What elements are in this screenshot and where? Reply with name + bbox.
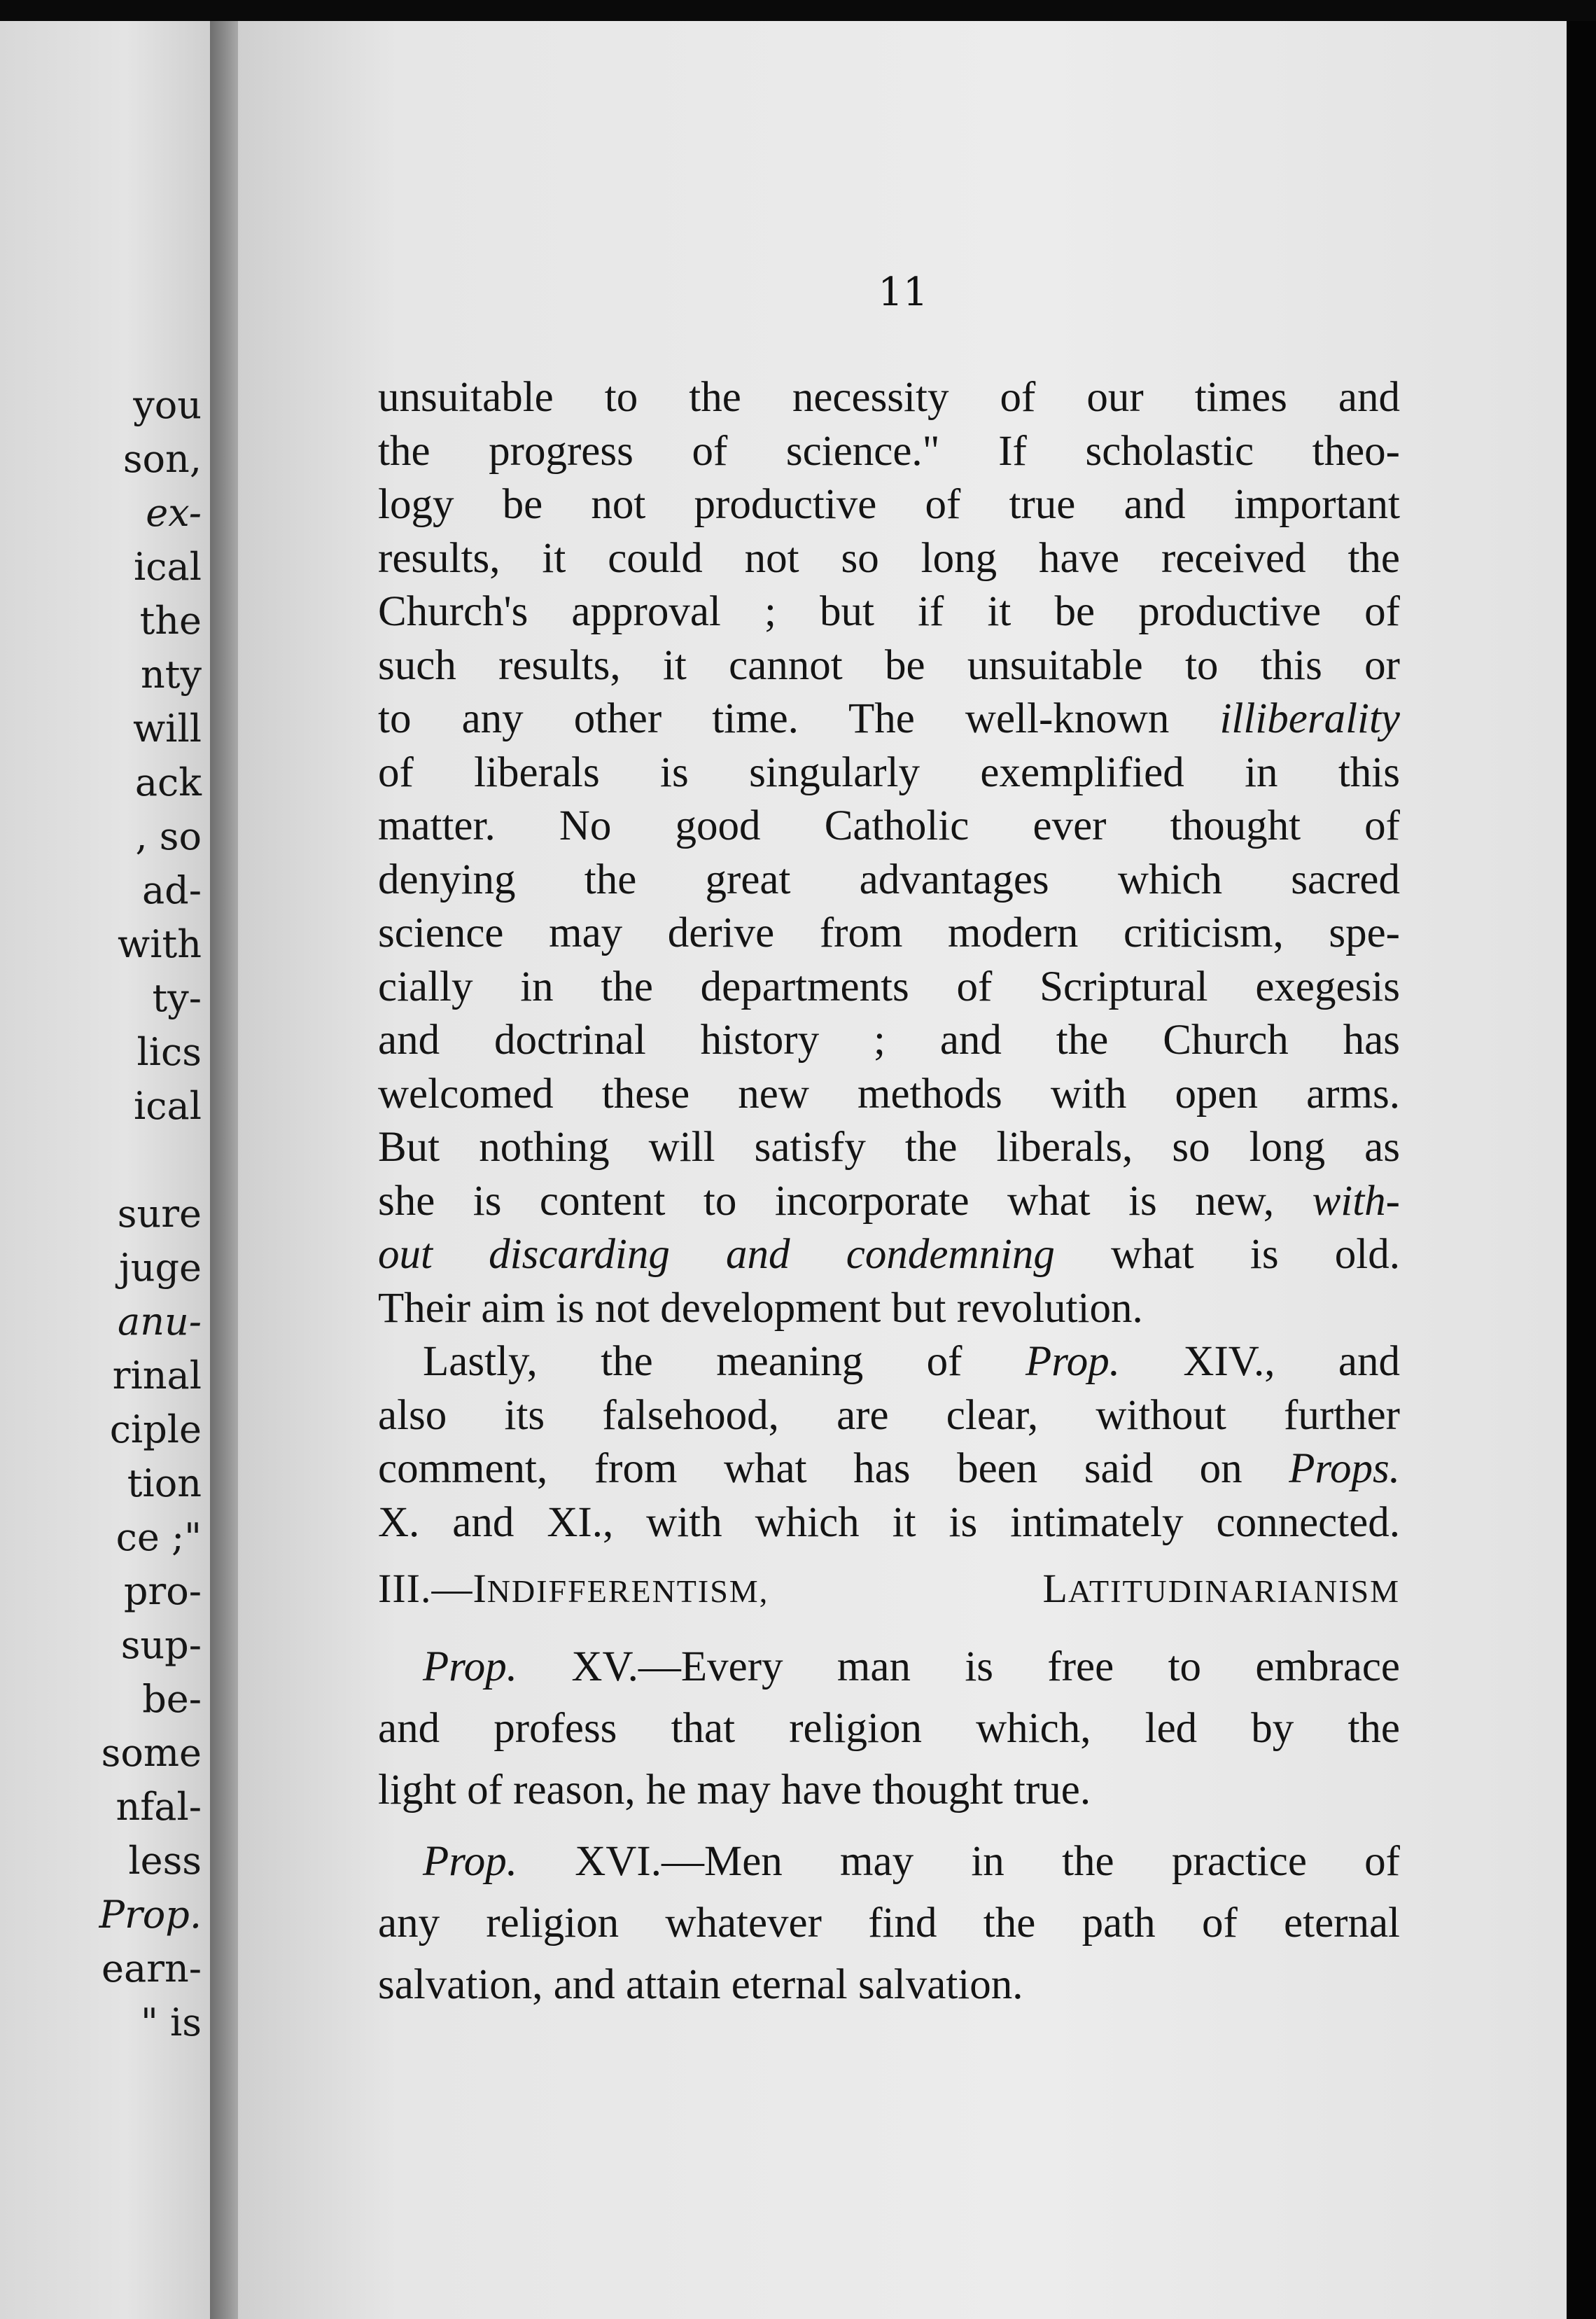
previous-page-fragment: sure	[117, 1192, 202, 1236]
text-span: what is old.	[1054, 1231, 1400, 1278]
prop-label: Prop.	[423, 1838, 517, 1885]
text-line: also its falsehood, are clear, without further	[378, 1391, 1400, 1439]
heading-numeral: III.—	[378, 1566, 473, 1611]
text-span: comment, from what has been said on	[378, 1445, 1289, 1492]
previous-page-fragment: nfal-	[115, 1785, 202, 1829]
text-line: Church's approval ; but if it be productive of	[378, 588, 1400, 635]
previous-page-fragment: ce ;"	[115, 1515, 202, 1559]
text-line: welcomed these new methods with open arms.	[378, 1070, 1400, 1117]
previous-page-fragment: ad-	[141, 868, 202, 912]
text-line: of liberals is singularly exemplified in this	[378, 748, 1400, 796]
previous-page-fragment: anu-	[118, 1300, 202, 1344]
text-line: X. and XI., with which it is intimately connected.	[378, 1498, 1400, 1546]
previous-page-fragment: less	[128, 1839, 202, 1883]
text-line: and profess that religion which, led by the	[378, 1705, 1400, 1752]
text-line: unsuitable to the necessity of our times and	[378, 374, 1400, 421]
previous-page-fragment: will	[132, 706, 202, 751]
previous-page-fragment: ciple	[109, 1407, 202, 1451]
text-span: to any other time. The well-known	[378, 695, 1220, 742]
text-line: such results, it cannot be unsuitable to this or	[378, 641, 1400, 689]
text-line	[378, 1175, 1400, 1229]
text-line: salvation, and attain eternal salvation.	[378, 1961, 1023, 2008]
italic-phrase: out discarding and condemning	[378, 1231, 1055, 1278]
text-line: any religion whatever find the path of eternal	[378, 1900, 1400, 1947]
page-body-text	[378, 371, 1400, 2016]
previous-page-fragment: ex-	[146, 491, 202, 535]
previous-page-fragment: ical	[134, 545, 202, 589]
proposition-16	[378, 1831, 1400, 2016]
previous-page-fragment: some	[101, 1731, 202, 1775]
text-line: denying the great advantages which sacred	[378, 856, 1400, 903]
text-line: Their aim is not development but revolution.	[378, 1284, 1143, 1332]
italic-word: with-	[1312, 1177, 1400, 1225]
previous-page-fragment: " is	[141, 2000, 202, 2045]
text-line: the progress of science." If scholastic theo-	[378, 427, 1400, 475]
text-line: results, it could not so long have received the	[378, 534, 1400, 582]
page-number: 11	[878, 270, 928, 315]
text-line: light of reason, he may have thought true.	[378, 1767, 1091, 1813]
previous-page-fragment: Prop.	[99, 1893, 202, 1937]
text-line	[378, 1442, 1400, 1496]
book-gutter	[210, 21, 238, 2319]
previous-page-fragment: tion	[127, 1461, 202, 1505]
text-line	[378, 1636, 1400, 1698]
italic-word: Prop.	[1025, 1338, 1120, 1385]
previous-page-fragment: son,	[122, 437, 202, 481]
proposition-15	[378, 1636, 1400, 1821]
text-line: But nothing will satisfy the liberals, so long as	[378, 1124, 1400, 1171]
previous-page-fragment: rinal	[112, 1353, 202, 1398]
text-line: and doctrinal history ; and the Church has	[378, 1017, 1400, 1064]
italic-word: Props.	[1289, 1445, 1400, 1492]
previous-page-fragment: nty	[141, 653, 202, 697]
previous-page-fragment: ical	[134, 1084, 202, 1128]
previous-page-fragment: juge	[118, 1246, 202, 1290]
heading-initial: I	[472, 1566, 487, 1611]
text-span: she is content to incorporate what is new,	[378, 1177, 1312, 1225]
previous-page-fragment: ack	[134, 760, 202, 805]
heading-initial: L	[1042, 1566, 1068, 1611]
text-line: matter. No good Catholic ever thought of	[378, 802, 1400, 849]
section-heading	[378, 1562, 1400, 1627]
previous-page-edge	[0, 21, 210, 2319]
text-line	[378, 692, 1400, 746]
text-span: XV.—Every man is free to embrace	[517, 1643, 1400, 1690]
text-line: cially in the departments of Scriptural exegesis	[378, 963, 1400, 1010]
previous-page-fragment: pro-	[123, 1569, 202, 1613]
prop-label: Prop.	[423, 1643, 517, 1690]
previous-page-fragment: earn-	[102, 1947, 202, 1991]
previous-page-fragment: the	[139, 599, 202, 643]
previous-page-fragment: be-	[142, 1677, 202, 1721]
previous-page-fragment: sup-	[120, 1623, 202, 1667]
text-line	[378, 1228, 1400, 1282]
heading-smallcaps: ATITUDINARIANISM	[1068, 1573, 1400, 1609]
text-line: science may derive from modern criticism, spe-	[378, 910, 1400, 956]
text-line: logy be not productive of true and important	[378, 481, 1400, 528]
text-span: Lastly, the meaning of	[423, 1338, 1026, 1385]
previous-page-line-fragments	[20, 378, 202, 2049]
italic-word: illiberality	[1219, 695, 1400, 742]
previous-page-fragment: you	[133, 383, 202, 427]
text-line	[378, 1335, 1400, 1389]
previous-page-fragment: lics	[136, 1030, 202, 1074]
text-span: XIV., and	[1119, 1338, 1400, 1385]
heading-smallcaps: NDIFFERENTISM,	[486, 1573, 1043, 1609]
previous-page-fragment: ty-	[152, 976, 202, 1020]
previous-page-fragment: , so	[135, 814, 202, 858]
text-line	[378, 1831, 1400, 1893]
text-span: XVI.—Men may in the practice of	[517, 1838, 1400, 1885]
previous-page-fragment	[20, 1133, 202, 1187]
page-edge-shadow	[1567, 21, 1596, 2319]
previous-page-fragment: with	[118, 922, 202, 966]
